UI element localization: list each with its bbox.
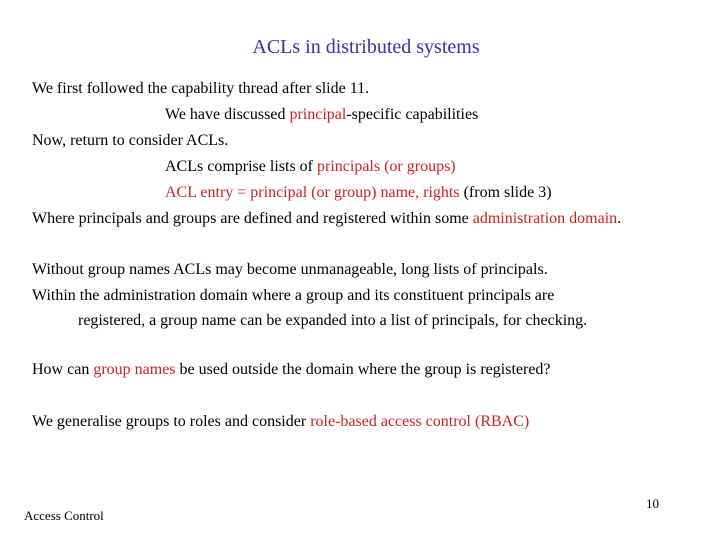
line-text: be used outside the domain where the group is registered? bbox=[175, 361, 551, 378]
line-text: We generalise groups to roles and consider bbox=[32, 413, 311, 430]
slide-line bbox=[32, 260, 548, 280]
line-text: Now, return to consider ACLs. bbox=[32, 132, 229, 149]
line-text: ACLs comprise lists of bbox=[165, 158, 317, 175]
slide-line bbox=[165, 105, 478, 125]
highlighted-term: ACL entry = principal (or group) name, rights bbox=[165, 184, 460, 201]
highlighted-term: administration domain bbox=[472, 210, 618, 227]
highlighted-term: role-based access control (RBAC) bbox=[310, 413, 530, 430]
line-text: How can bbox=[32, 361, 94, 378]
slide-line bbox=[78, 311, 587, 331]
line-text: We have discussed bbox=[165, 106, 290, 123]
slide-line bbox=[32, 209, 621, 229]
slide-line bbox=[32, 131, 228, 151]
slide-line bbox=[165, 157, 456, 177]
line-text: -specific capabilities bbox=[346, 106, 479, 123]
slide-title: ACLs in distributed systems bbox=[252, 36, 480, 58]
page-number: 10 bbox=[646, 496, 659, 511]
highlighted-term: principals (or groups) bbox=[317, 158, 456, 175]
line-text: (from slide 3) bbox=[459, 184, 552, 201]
line-text: . bbox=[617, 210, 622, 227]
slide-line bbox=[32, 286, 554, 306]
line-text: Where principals and groups are defined and registered within some bbox=[32, 210, 473, 227]
highlighted-term: principal bbox=[289, 106, 347, 123]
line-text: Without group names ACLs may become unmanageable, long lists of principals. bbox=[32, 261, 548, 278]
slide-line bbox=[32, 360, 551, 380]
highlighted-term: group names bbox=[93, 361, 176, 378]
slide-line bbox=[32, 412, 529, 432]
line-text: registered, a group name can be expanded into a list of principals, for checking. bbox=[78, 312, 588, 329]
slide-line bbox=[32, 79, 369, 99]
line-text: We first followed the capability thread after slide 11. bbox=[32, 80, 370, 97]
slide-line bbox=[165, 183, 552, 203]
footer-label: Access Control bbox=[24, 508, 104, 523]
line-text: Within the administration domain where a group and its constituent principals are bbox=[32, 287, 555, 304]
